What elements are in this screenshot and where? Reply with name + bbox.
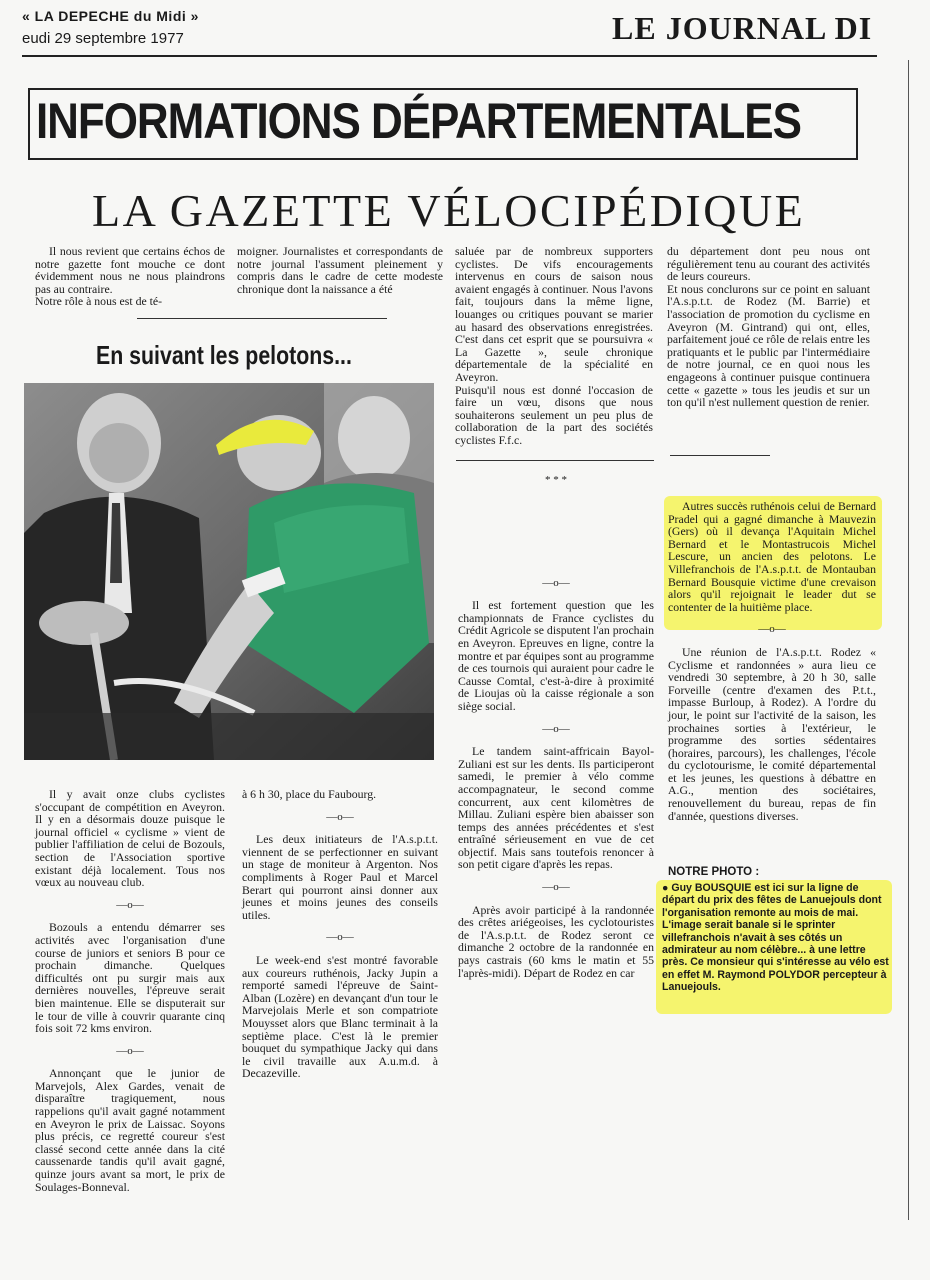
subhead: En suivant les pelotons...: [96, 340, 352, 370]
section-title-box: [28, 88, 858, 160]
page-edge-line: [908, 60, 909, 1220]
intro-rule: [137, 318, 387, 319]
separator: —o—: [542, 722, 570, 735]
separator: —o—: [116, 1044, 144, 1057]
intro-col-2-text: moigner. Journalistes et correspondants de notre journal l'assument pleinement y compris dans le cadre de cette modeste chronique dont la naissance a été: [237, 244, 443, 296]
headline: LA GAZETTE VÉLOCIPÉDIQUE: [92, 185, 806, 236]
photo-cyclist-and-admirer: [24, 383, 434, 760]
intro-col-4-text: du département dont peu nous ont régulièrement tenu au courant des activités de leurs coureurs. Et nous conclurons sur ce point en saluant l'A.s.p.t.t. de Rodez (M. Barrie) et l'association de promotion du cyclisme en Aveyron (M. Gintrand) qui ont, elles, parfaitement joué ce rôle de relais entre les pratiquants et le public par l'intermédiaire de notre journal, ce en quoi nous les engageons à continuer puisque continuera cette « gazette » tous les jeudis et sur un ton qu'il n'est nullement question de renier.: [667, 244, 870, 410]
column-d: [668, 500, 876, 822]
column-c-p3: Après avoir participé à la randonnée des crêtes ariégeoises, les cyclotouristes de l'A.s.p.t.t. de Rodez seront ce dimanche 2 octobre de la randonnée en pays castrais (60 kms le matin et 55 l'après-midi). Départ de Rodez en car: [458, 902, 654, 980]
separator: —o—: [116, 898, 144, 911]
intro-end-rule: [670, 455, 770, 456]
stars-separator: * * *: [545, 474, 567, 486]
section-title: INFORMATIONS DÉPARTEMENTALES: [36, 93, 801, 149]
intro-col-4: [667, 245, 870, 409]
separator: —o—: [542, 881, 570, 894]
column-b-p3: Le week-end s'est montré favorable aux coureurs ruthénois, Jacky Jupin a remporté samedi l'épreuve de Saint-Alban (Lozère) en devançant d'un tour le Marvejolais Merle et son compatriote Mouysset alors que Blanc terminait à la septième place. C'est là le premier bouquet du sympathique Jacky qui dans le civil travaille aux A.u.m.d. à Decazeville.: [242, 952, 438, 1081]
separator: —o—: [758, 623, 786, 636]
column-b-p1: à 6 h 30, place du Faubourg.: [242, 787, 377, 801]
column-c-p2: Le tandem saint-affricain Bayol-Zuliani est sur les dents. Ils participeront samedi, le premier à vélo comme accompagnateur, le second comme concurrent, aux cent kilomètres de Millau. Zuliani espère bien abaisser son temps des années précédentes et s'est entraîné sérieusement en vue de cet objectif. Mais sans toutefois renoncer à son petit cigare d'après les repas.: [458, 744, 654, 872]
issue-date: eudi 29 septembre 1977: [22, 30, 184, 47]
photo-caption-label: NOTRE PHOTO :: [668, 866, 760, 878]
intro-col-1-text: Il nous revient que certains échos de notre gazette font mouche ce dont évidemment nous ne nous plaindrons pas au contraire. Notre rôle à nous est de té-: [35, 244, 225, 309]
column-d-p1: Autres succès ruthénois celui de Bernard Pradel qui a gagné dimanche à Mauvezin (Gers) où il devança l'Aquitain Michel Bernard et le Montastrucois Michel Lescure, un ancien des pelotons. Le Villefranchois de l'A.s.p.t.t. de Montauban Bernard Bousquie victime d'une crevaison alors qu'il rejoignait le leader dut se contenter de la huitième place.: [668, 499, 876, 614]
page-running-title: LE JOURNAL DI: [612, 10, 873, 46]
column-b: [242, 788, 438, 1080]
photo-illustration: [24, 383, 434, 760]
column-b-p2: Les deux initiateurs de l'A.s.p.t.t. viennent de se perfectionner en suivant un stage de moniteur à Argenton. Nos compliments à Roger Paul et Marcel Berart qui pourront ainsi donner aux jeunes et moins jeunes des conseils utiles.: [242, 832, 438, 922]
intro-col-2: [237, 245, 443, 295]
masthead-rule: [22, 55, 877, 57]
intro-col-3-text: saluée par de nombreux supporters cyclistes. De vifs encouragements intervenus en cours de saison nous avaient engagés à continuer. Nous l'avons fait, toujours dans la même ligne, louanges ou critiques pouvant se marier au hasard des observations enregistrées. C'est dans cet esprit que se poursuivra « La Gazette », seule chronique départementale de la spécialité en Aveyron. Puisqu'il nous est donné l'occasion de faire un vœu, disons que nous souhaiterons seulement un peu plus de collaboration de la part des sociétés cyclistes F.f.c.: [455, 244, 653, 447]
intro-col-3: [455, 245, 653, 447]
column-c: [458, 474, 654, 979]
column-d-p2: Une réunion de l'A.s.p.t.t. Rodez « Cyclisme et randonnées » aura lieu ce vendredi 30 septembre, à 20 h 30, salle Forveille (centre d'examen des P.t.t., impasse Burloup, à Rodez). A l'ordre du jour, le point sur l'activité de la saison, les prochaines sorties à l'extérieur, le programme des sorties sédentaires (horaires, parcours), les challenges, l'école du cyclotourisme, le comité départemental et les jeunes, les questions à débattre en A.G., mention des sociétaires, renouvellement du bureau, repas de fin d'année, questions diverses.: [668, 644, 876, 823]
column-c-p1: Il est fortement question que les championnats de France cyclistes du Crédit Agricole se disputent l'an prochain en Aveyron. Epreuves en ligne, contre la montre et par équipes sont au programme de ces tournois qui auraient pour cadre le Causse Comtal, c'est-à-dire à proximité de Lioujas où la caisse régionale a son siège social.: [458, 598, 654, 713]
separator: —o—: [326, 931, 354, 944]
photo-caption-text: ● Guy BOUSQUIE est ici sur la ligne de départ du prix des fêtes de Lanuejouls dont l'organisation remonte au mois de mai. L'image serait banale si le sprinter villefranchois n'avait à ses côtés un admirateur au nom célèbre... à une lettre près. Ce monsieur qui s'intéresse au vélo est en effet M. Raymond POLYDOR percepteur à Lanuejouls.: [662, 882, 889, 994]
column-c-top-rule: [456, 460, 654, 461]
separator: —o—: [326, 810, 354, 823]
newspaper-name: « LA DEPECHE du Midi »: [22, 8, 199, 24]
column-a: [35, 788, 225, 1193]
intro-col-1: [35, 245, 225, 308]
column-a-p1: Il y avait onze clubs cyclistes s'occupant de compétition en Aveyron. Il y en a désormais douze puisque le journal officiel « cyclisme » vient de publier l'affiliation de celui de Bozouls, section de l'Association sportive existant déjà localement. Tous nos vœux au nouveau club.: [35, 787, 225, 890]
separator: —o—: [542, 576, 570, 589]
column-a-p3: Annonçant que le junior de Marvejols, Alex Gardes, venait de disparaître tragiquement, nous rappelions qu'il avait gagné notamment en Aveyron le prix de Laissac. Soyons plus précis, ce regretté coureur s'est classé second cette année dans la cité caussenarde tandis qu'il avait gagné, quinze jours avant sa mort, le prix de Soulages-Bonneval.: [35, 1066, 225, 1194]
column-a-p2: Bozouls a entendu démarrer ses activités avec l'organisation d'une course de juniors et seniors B pour ce prochain dimanche. Quelques difficultés ont pu surgir mais aux dernières nouvelles, l'épreuve serait bien maintenue. Elle se disputerait sur le tour de ville à couvrir quarante cinq fois soit 72 kms environ.: [35, 920, 225, 1036]
